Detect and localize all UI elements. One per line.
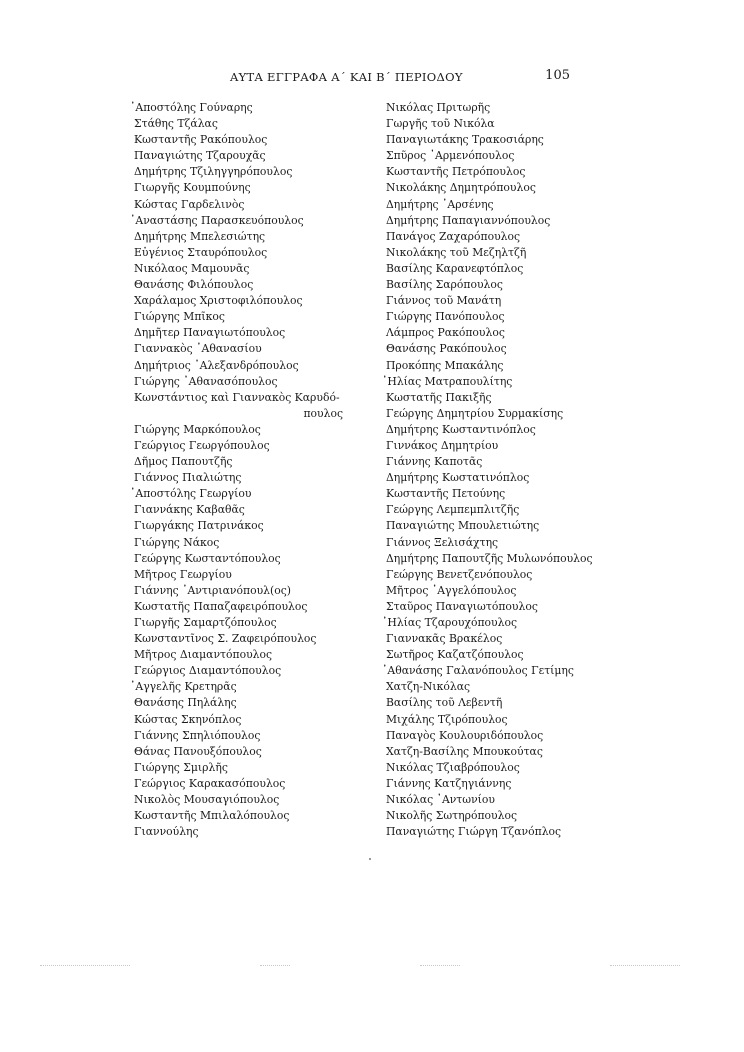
name-entry: Χατζη-Νικόλας xyxy=(386,680,471,694)
running-header-title: ΑΥΤΑ ΕΓΓΡΑΦΑ Α΄ ΚΑΙ Β΄ ΠΕΡΙΟΔΟΥ xyxy=(230,70,463,84)
name-entry: ᾿Αναστάσης Παρασκευόπουλος xyxy=(130,213,304,227)
name-entry: Παναγιώτης Μπουλετιώτης xyxy=(386,519,540,533)
name-entry: Κώστας Σκηνόπλος xyxy=(134,712,242,726)
name-entry: Γιώργης ᾿Αθανασόπουλος xyxy=(134,374,278,388)
name-entry: Βασίλης τοῦ Λεβεντῆ xyxy=(386,696,503,710)
name-entry: Νικόλας Πριτωρῆς xyxy=(386,101,491,114)
name-entry: ᾿Αγγελῆς Κρετηρᾶς xyxy=(130,680,237,694)
name-entry: Δημήτρης ᾿Αρσένης xyxy=(386,197,494,211)
scan-artifact-line xyxy=(40,965,130,967)
name-entry: Γωργῆς τοῦ Νικόλα xyxy=(386,117,495,131)
scan-artifact-line xyxy=(610,965,680,967)
running-header xyxy=(200,70,570,88)
name-entry: Νικολάκης τοῦ Μεζηλτζῆ xyxy=(386,245,527,259)
name-entry: Γιάννης Σπηλιόπουλος xyxy=(134,728,261,742)
name-entry: Κωσταντῆς Πετούνης xyxy=(386,487,506,501)
name-entry: ᾿Αθανάσης Γαλανόπουλος Γετίμης xyxy=(382,664,574,678)
name-entry: Κωστατῆς Πακιξῆς xyxy=(386,390,492,404)
name-entry: ᾿Ηλίας Τζαρουχόπουλος xyxy=(382,616,518,629)
name-entry: ᾿Αποστόλης Γούναρης xyxy=(130,101,253,114)
name-entry: Μιχάλης Τζιρόπουλος xyxy=(386,712,508,726)
name-entry: Λάμπρος Ρακόπουλος xyxy=(386,326,505,340)
name-entry: Σπῦρος ᾿Αρμενόπουλος xyxy=(386,149,515,163)
right-name-column xyxy=(370,100,593,840)
name-entry: Βασίλης Καρανεφτόπλος xyxy=(386,261,524,275)
name-entry: Κωσταντῆς Μπιλαλόπουλος xyxy=(134,809,290,823)
name-entry: Παναγὸς Κουλουριδόπουλος xyxy=(386,728,544,742)
name-entry: Χαράλαμος Χριστοφιλόπουλος xyxy=(134,294,303,308)
name-entry: Δημῆτερ Παναγιωτόπουλος xyxy=(134,326,286,340)
name-entry: ᾿Αποστόλης Γεωργίου xyxy=(130,487,252,501)
name-entry: πουλος xyxy=(303,406,343,420)
name-entry: Δῆμος Παπουτζῆς xyxy=(134,455,233,469)
name-entry: Δημήτρης Τζιληγγηρόπουλος xyxy=(134,165,293,179)
name-entry: Θάνας Πανουξόπουλος xyxy=(134,744,262,758)
name-entry: Δημήτρης Κωσταντινόπλος xyxy=(386,422,536,436)
name-entry: Προκόπης Μπακάλης xyxy=(386,358,504,372)
name-entry: Γιάννης ᾿Αντιριανόπουλ(ος) xyxy=(134,583,291,597)
name-entry: Κώστας Γαρδελινὸς xyxy=(134,197,245,211)
name-entry: Εὐγένιος Σταυρόπουλος xyxy=(134,245,268,259)
name-entry: Γεώργιος Διαμαντόπουλος xyxy=(134,664,282,678)
name-entry: Θανάσης Πηλάλης xyxy=(134,696,237,710)
name-entry: Γιώργης Σμιρλῆς xyxy=(134,760,228,774)
name-entry: Γεώργης Κωσταντόπουλος xyxy=(134,551,281,565)
name-entry: Γιωργῆς Κουμπούνης xyxy=(134,181,251,195)
name-entry: Κωσταντῆς Πετρόπουλος xyxy=(386,165,526,179)
name-entry: Σταῦρος Παναγιωτόπουλος xyxy=(386,599,538,613)
name-entry: Νικολὸς Μουσαγιόπουλος xyxy=(134,793,280,807)
name-entry: Γιαννούλης xyxy=(134,825,199,839)
name-entry: Κωσταντῆς Ρακόπουλος xyxy=(134,133,268,147)
name-entry: Νικόλαος Μαμουνᾶς xyxy=(134,261,250,275)
name-entry: Παναγιωτάκης Τρακοσιάρης xyxy=(386,133,544,147)
scan-artifact-line xyxy=(420,965,460,967)
name-entry: Γιαννακὸς ᾿Αθανασίου xyxy=(134,342,262,356)
name-entry: Γεώργης Δημητρίου Συρμακίσης xyxy=(386,406,564,420)
name-entry: Στάθης Τζάλας xyxy=(134,117,218,131)
ink-dot xyxy=(369,858,371,860)
name-entry: Γεώργης Λεμπεμπλιτζῆς xyxy=(386,503,520,517)
name-entry: Γιώργης Μαρκόπουλος xyxy=(134,422,261,436)
name-entry: Κωνστάντιος καὶ Γιαννακὸς Καρυδό- xyxy=(134,390,340,404)
name-entry: Γιάννος τοῦ Μανάτη xyxy=(386,294,502,308)
name-entry: Γιάννης Κατζηγιάννης xyxy=(386,776,512,790)
name-entry: Γεώργιος Καρακασόπουλος xyxy=(134,776,286,790)
name-entry: Γιαννάκης Καβαθᾶς xyxy=(134,503,245,517)
name-entry: ᾿Ηλίας Ματραπουλίτης xyxy=(382,374,513,388)
name-entry: Νικόλας ᾿Αντωνίου xyxy=(386,793,495,807)
name-entry: Βασίλης Σαρόπουλος xyxy=(386,278,503,292)
name-entry: Δημήτρης Κωστατινόπλος xyxy=(386,471,530,485)
name-entry: Γιννάκος Δημητρίου xyxy=(386,438,499,452)
name-entry: Παναγιώτης Τζαρουχᾶς xyxy=(134,149,266,163)
name-entry: Μῆτρος Διαμαντόπουλος xyxy=(134,648,273,662)
name-entry: Δημήτρης Παπαγιαννόπουλος xyxy=(386,213,551,227)
name-entry: Χατζη-Βασίλης Μπουκούτας xyxy=(386,744,543,758)
name-entry: Γιώργης Μπῖκος xyxy=(134,310,225,324)
name-entry: Γεώργιος Γεωργόπουλος xyxy=(134,438,270,452)
name-entry: Νικολάκης Δημητρόπουλος xyxy=(386,181,536,195)
name-entry: Γεώργης Βενετζενόπουλος xyxy=(386,567,533,581)
name-entry: Δημήτρης Παπουτζῆς Μυλωνόπουλος xyxy=(386,551,593,565)
name-entry: Σωτῆρος Καζατζόπουλος xyxy=(386,648,524,662)
name-entry: Δημήτριος ᾿Αλεξανδρόπουλος xyxy=(134,358,299,372)
name-entry: Γιώργης Νάκος xyxy=(134,535,220,549)
left-name-column xyxy=(118,100,353,840)
name-entry: Γιώργης Πανόπουλος xyxy=(386,310,505,324)
name-entry: Παναγιώτης Γιώργη Τζανόπλος xyxy=(386,825,562,839)
name-entry: Μῆτρος Γεωργίου xyxy=(134,567,232,581)
scan-artifact-line xyxy=(260,965,290,967)
name-entry: Γιαννακᾶς Βρακέλος xyxy=(386,632,503,646)
name-entry: Δημήτρης Μπελεσιώτης xyxy=(134,229,266,243)
name-entry: Γιάννος Πιαλιώτης xyxy=(134,471,242,485)
page-number: 105 xyxy=(545,68,570,83)
name-entry: Κωνσταντῖνος Σ. Ζαφειρόπουλος xyxy=(134,632,317,646)
name-entry: Νικόλας Τζιαβρόπουλος xyxy=(386,760,520,774)
name-entry: Πανάγος Ζαχαρόπουλος xyxy=(386,229,521,243)
name-entry: Γιωργάκης Πατρινάκος xyxy=(134,519,264,533)
name-entry: Γιάννης Καποτᾶς xyxy=(386,455,483,469)
name-entry: Γιάννος Ξελισάχτης xyxy=(386,535,499,549)
name-entry: Μῆτρος ᾿Αγγελόπουλος xyxy=(386,583,517,597)
name-entry: Θανάσης Φιλόπουλος xyxy=(134,278,254,292)
name-entry: Θανάσης Ρακόπουλος xyxy=(386,342,507,356)
name-entry: Γιωργῆς Σαμαρτζόπουλος xyxy=(134,616,277,629)
name-entry: Κωστατῆς Παπαζαφειρόπουλος xyxy=(134,599,308,613)
name-entry: Νικολῆς Σωτηρόπουλος xyxy=(386,809,517,823)
